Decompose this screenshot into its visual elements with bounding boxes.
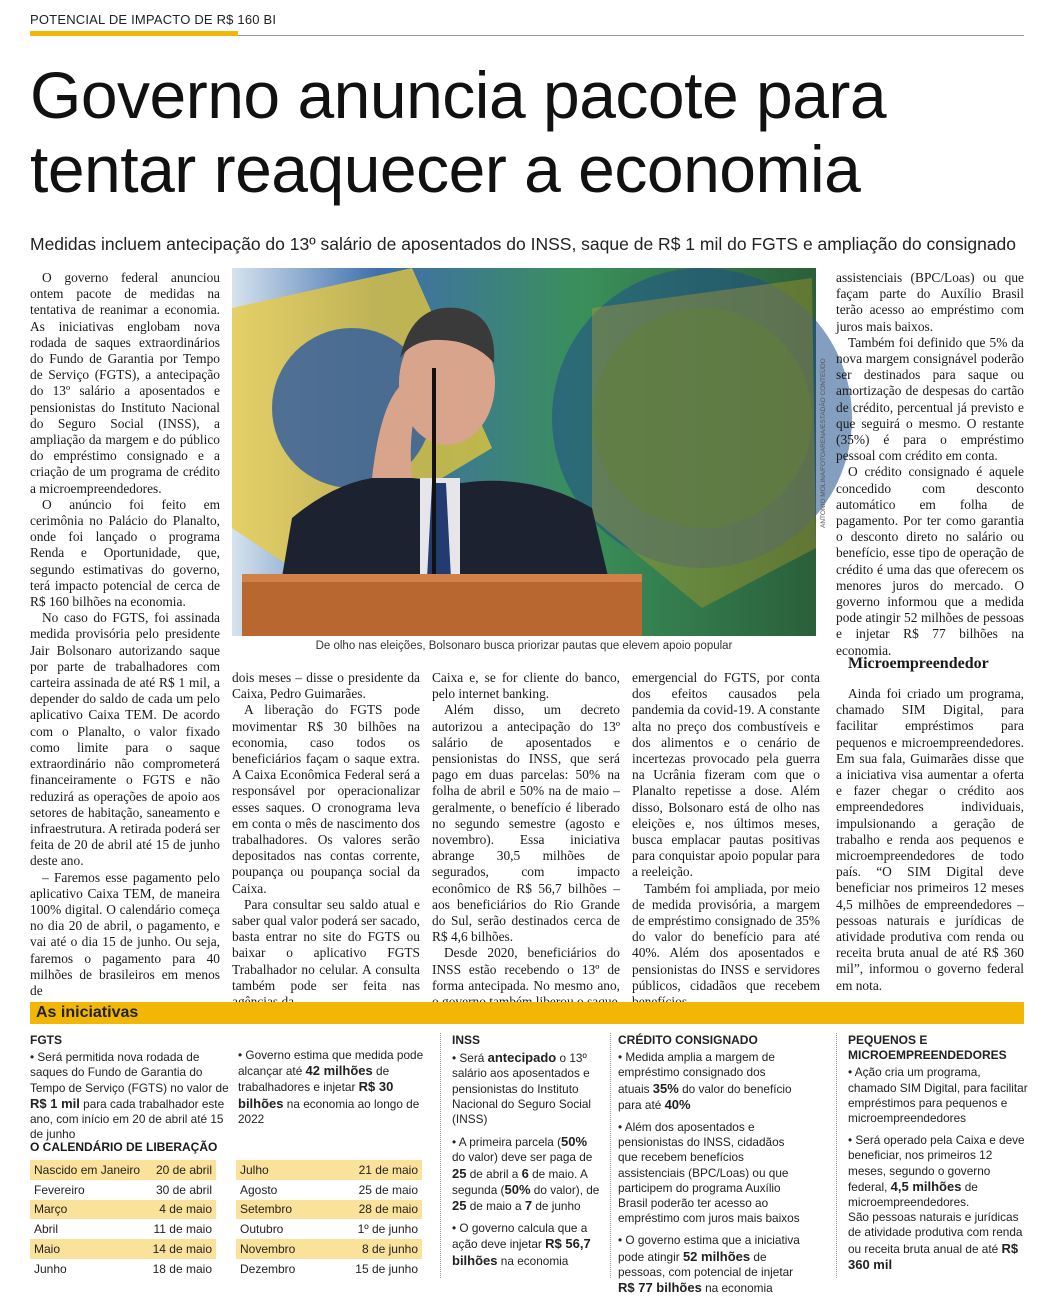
headline: Governo anuncia pacote para tentar reaquecer a economia: [30, 58, 887, 206]
paragraph: – Faremos esse pagamento pelo aplicativo Caixa TEM, de maneira 100% digital. O calendário começa no dia 20 de abril, o pagamento, e vai até o dia 15 de junho. Ou seja, faremos o pagamento para 40 milhões de brasileiros em menos de: [30, 869, 220, 998]
body-column-3: [432, 670, 620, 1010]
calendar-month: Fevereiro: [34, 1182, 85, 1197]
paragraph: Também foi ampliada, por meio de medida provisória, a margem de empréstimo consignado de 35% do valor do benefício para até 40%. Além dos aposentados e pensionistas do INSS e servidores públicos, cidadãos que recebem: [632, 880, 820, 993]
calendar-date: 4 de maio: [159, 1202, 212, 1217]
calendar-date: 20 de abril: [155, 1162, 212, 1177]
body-column-5-continued: [836, 686, 1024, 994]
paragraph: Desde 2020, beneficiários do INSS estão recebendo o 13º de forma antecipada. No mesmo ano,: [432, 945, 620, 993]
sidebar-title: As iniciativas: [36, 1004, 139, 1021]
body-column-5: [836, 270, 1024, 659]
calendar-row: [236, 1180, 422, 1200]
body-column-4: [632, 670, 820, 1010]
calendar-row: [30, 1219, 216, 1239]
bullet: • O governo calcula que a ação deve injetar R$ 56,7 bilhões na economia: [452, 1221, 591, 1268]
bullet: • O governo estima que a iniciativa pode atingir 52 milhões de pessoas, com potencial de injetar R$ 77 bilhões na economia: [618, 1233, 800, 1296]
calendar-row: [236, 1200, 422, 1220]
paragraph: dois meses – disse o presidente da Caixa, Pedro Guimarães.: [232, 670, 420, 702]
sidebar-fgts: [30, 1033, 230, 1149]
kicker-accent-bar: [30, 31, 238, 36]
photo-credit: ANTONIO MOLINA/FOTOARENA/ESTADÃO CONTEÚDO: [820, 358, 827, 528]
calendar-date: 30 de abril: [155, 1182, 212, 1197]
calendar-date: 18 de maio: [152, 1261, 212, 1276]
calendar-month: Outubro: [240, 1222, 284, 1237]
paragraph: O anúncio foi feito em cerimônia no Palácio do Planalto, onde foi lançado o programa Renda e Oportunidade, que, segundo estimativas do governo, terá impacto potencial de cerca de R$ 160 bilhões na economia.: [30, 496, 220, 610]
calendar-date: 15 de junho: [355, 1261, 418, 1276]
calendar-date: 25 de maio: [358, 1182, 418, 1197]
calendar-row: [236, 1259, 422, 1279]
body-column-2: [232, 670, 420, 1010]
calendar-table-left: [30, 1160, 216, 1279]
sidebar-heading: INSS: [452, 1033, 481, 1047]
sidebar-fgts-estimate: [238, 1048, 428, 1134]
calendar-row: [236, 1219, 422, 1239]
body-column-1: [30, 270, 220, 999]
bullet: • Medida amplia a margem de empréstimo consignado dos atuais 35% do valor do benefício para até 40%: [618, 1050, 792, 1112]
bullet: • Além dos aposentados e pensionistas do INSS, cidadãos que recebem benefícios assistenciais (BPC/Loas) ou que participem do programa Auxílio Brasil poderão ter acesso ao empréstimo com juros mais baixos: [618, 1120, 800, 1226]
section-kicker: POTENCIAL DE IMPACTO DE R$ 160 BI: [30, 12, 277, 27]
calendar-row: [236, 1239, 422, 1259]
photo-caption: De olho nas eleições, Bolsonaro busca priorizar pautas que elevem apoio popular: [315, 640, 733, 652]
calendar-row: [30, 1239, 216, 1259]
bullet: • Será operado pela Caixa e deve beneficiar, nos primeiros 12 meses, segundo o governo federal, 4,5 milhões de microempreendedores.: [848, 1133, 1025, 1210]
bullet: • Será antecipado o 13º salário aos aposentados e pensionistas do Instituto Nacional do Seguro Social (INSS): [452, 1050, 592, 1127]
bullet: • Ação cria um programa, chamado SIM Digital, para facilitar empréstimos para pequenos e microempreendedores: [848, 1065, 1028, 1126]
calendar-row: [30, 1200, 216, 1220]
paragraph: Também foi definido que 5% da nova margem consignável poderão ser destinados para saque ou amortização de despesas do cartão de crédito, percentual já previsto e que seguirá o mesmo. O restante (35%) é para o empréstimo pessoal com crédito em conta.: [836, 334, 1024, 464]
article-photo: [232, 268, 816, 636]
calendar-month: Maio: [34, 1242, 61, 1257]
calendar-month: Março: [34, 1202, 68, 1217]
calendar-month: Novembro: [240, 1242, 296, 1257]
paragraph: No caso do FGTS, foi assinada medida provisória pelo presidente Jair Bolsonaro autorizando saque por parte de trabalhadores com carteira assinada de até R$ 1 mil, a depender do saldo de cada um pelo aplicativo Caixa TEM. De acordo com o Planalto, o valor fixado como limite para o saque extraordinário não comprometerá financeiramente o FGTS e não reduzirá as operações de apoio aos setores de habitação, saneamento e infraestrutura. A retirada poderá ser feita de 20 de abril até 15 de junho deste ano.: [30, 610, 220, 869]
calendar-date: 14 de maio: [152, 1242, 212, 1257]
paragraph: Além disso, um decreto autorizou a antecipação do 13º salário de aposentados e pensionistas do INSS, que será pago em duas parcelas: 50% na folha de abril e 50% na de maio – geralmente, o benefício é liberado no segundo semestre (agosto e novembro). Essa iniciativa abrange 30,5 milhões de segurados, com impacto econômico de R$ 56,7 bilhões – aos beneficiários do Rio Grande do Sul, serão destinados cerca de R$ 4,6 bilhões.: [432, 702, 620, 945]
calendar-date: 28 de maio: [358, 1202, 418, 1217]
paragraph: A liberação do FGTS pode movimentar R$ 30 bilhões na economia, caso todos os beneficiários façam o saque extra. A Caixa Econômica Federal será a responsável por operacionalizar esses saques. O cronograma leva em conta o mês de nascimento dos trabalhadores. Os valores serão depositados nas contas corrente, poupança ou poupança social da Caixa.: [232, 702, 420, 896]
paragraph: Para consultar seu saldo atual e saber qual valor poderá ser sacado, basta entrar no site do FGTS ou baixar o aplicativo FGTS Trabalhador no celular. A consulta também pode ser feita nas: [232, 896, 420, 993]
paragraph: Ainda foi criado um programa, chamado SIM Digital, para facilitar empréstimos para pequenos e microempreendedores. Em sua fala, Guimarães disse que a iniciativa visa aumentar a oferta e fazer chegar o crédito aos empreendedores individuais, impulsionando a geração de trabalho e renda aos pequenos e microempreendedores de todo país. “O SIM Digital deve beneficiar nos primeiros 12 meses 4,5 milhões de empreendedores – pessoas naturais e jurídicas de atividade produtiva com renda ou receita bruta anual de até R$ 360 mil”, informou o governo federal em nota.: [836, 686, 1024, 993]
sidebar-inss: [452, 1033, 602, 1276]
calendar-row: [30, 1160, 216, 1180]
deck-subtitle: Medidas incluem antecipação do 13º salário de aposentados do INSS, saque de R$ 1 mil do FGTS e ampliação do consignado: [30, 234, 1017, 254]
calendar-month: Nascido em Janeiro: [34, 1162, 141, 1177]
calendar-row: [236, 1160, 422, 1180]
calendar-row: [30, 1180, 216, 1200]
paragraph: O crédito consignado é aquele concedido com desconto automático em folha de pagamento. Por ter como garantia o desconto direto no salário ou benefício, esse tipo de operação de crédito é uma das que oferecem os menores juros do mercado. O governo informou que a medida pode atingir 52 milhões de pessoas e injetar R$ 77 bilhões na economia.: [836, 464, 1024, 658]
calendar-month: Agosto: [240, 1182, 278, 1197]
column-divider: [610, 1033, 611, 1278]
paragraph: emergencial do FGTS, por conta dos efeitos causados pela pandemia da covid-19. A constante alta no preço dos combustíveis e dos alimentos e o cenário de incertezas provocado pela guerra na Ucrânia fizeram com que o Planalto repetisse a dose. Além disso, Bolsonaro está de olho nas eleições e, nos últimos meses, busca emplacar pautas positivas para conquistar apoio popular para a reeleição.: [632, 670, 820, 880]
paragraph: O governo federal anunciou ontem pacote de medidas na tentativa de reanimar a economia. As iniciativas englobam nova rodada de saques extraordinários do Fundo de Garantia por Tempo de Serviço (FGTS), a antecipação do 13º salário a aposentados e pensionistas do Instituto Nacional do Seguro Social (INSS), a ampliação da margem e do público do empréstimo consignado e a criação de um programa de crédito a microempreendedores.: [30, 270, 220, 496]
column-divider: [440, 1033, 441, 1278]
sidebar-heading: FGTS: [30, 1033, 62, 1047]
subheading-microempreendedor: Microempreendedor: [848, 655, 989, 672]
column-divider: [836, 1033, 837, 1278]
calendar-month: Dezembro: [240, 1261, 296, 1276]
calendar-date: 8 de junho: [361, 1242, 418, 1257]
calendar-title: O CALENDÁRIO DE LIBERAÇÃO: [30, 1140, 218, 1154]
calendar-row: [30, 1259, 216, 1279]
calendar-date: 11 de maio: [153, 1222, 212, 1237]
calendar-month: Junho: [34, 1261, 67, 1276]
sidebar-title-bar: [30, 1002, 1024, 1024]
calendar-month: Julho: [240, 1162, 269, 1177]
calendar-month: Abril: [34, 1222, 59, 1237]
kicker-rule: [238, 35, 1024, 36]
paragraph: Caixa e, se for cliente do banco, pelo internet banking.: [432, 670, 620, 702]
bullet: • Governo estima que medida pode alcançar até 42 milhões de trabalhadores e injetar R$ 30 bilhões na economia ao longo de 2022: [238, 1048, 424, 1126]
calendar-date: 1º de junho: [357, 1222, 418, 1237]
calendar-table-right: [236, 1160, 422, 1279]
bullet: • A primeira parcela (50% do valor) deve ser paga de 25 de abril a 6 de maio. A segunda (50% do valor), de 25 de maio a 7 de junho: [452, 1134, 600, 1214]
photo-illustration: [232, 268, 816, 636]
bullet: • Será permitida nova rodada de saques do Fundo de Garantia do Tempo de Serviço (FGTS) no valor de R$ 1 mil para cada trabalhador este ano, com início em 20 de abril até 15 de junho: [30, 1050, 229, 1142]
sidebar-credito: [618, 1033, 800, 1303]
sidebar-heading: PEQUENOS E MICROEMPREENDEDORES: [848, 1033, 1007, 1063]
bullet: São pessoas naturais e jurídicas de atividade produtiva com renda ou receita bruta anual de até R$ 360 mil: [848, 1210, 1023, 1272]
sidebar-pequenos: [848, 1033, 1028, 1280]
calendar-date: 21 de maio: [358, 1162, 418, 1177]
calendar-month: Setembro: [240, 1202, 293, 1217]
sidebar-heading: CRÉDITO CONSIGNADO: [618, 1033, 758, 1047]
paragraph: assistenciais (BPC/Loas) ou que façam parte do Auxílio Brasil terão acesso ao empréstimo com juros mais baixos.: [836, 270, 1024, 334]
